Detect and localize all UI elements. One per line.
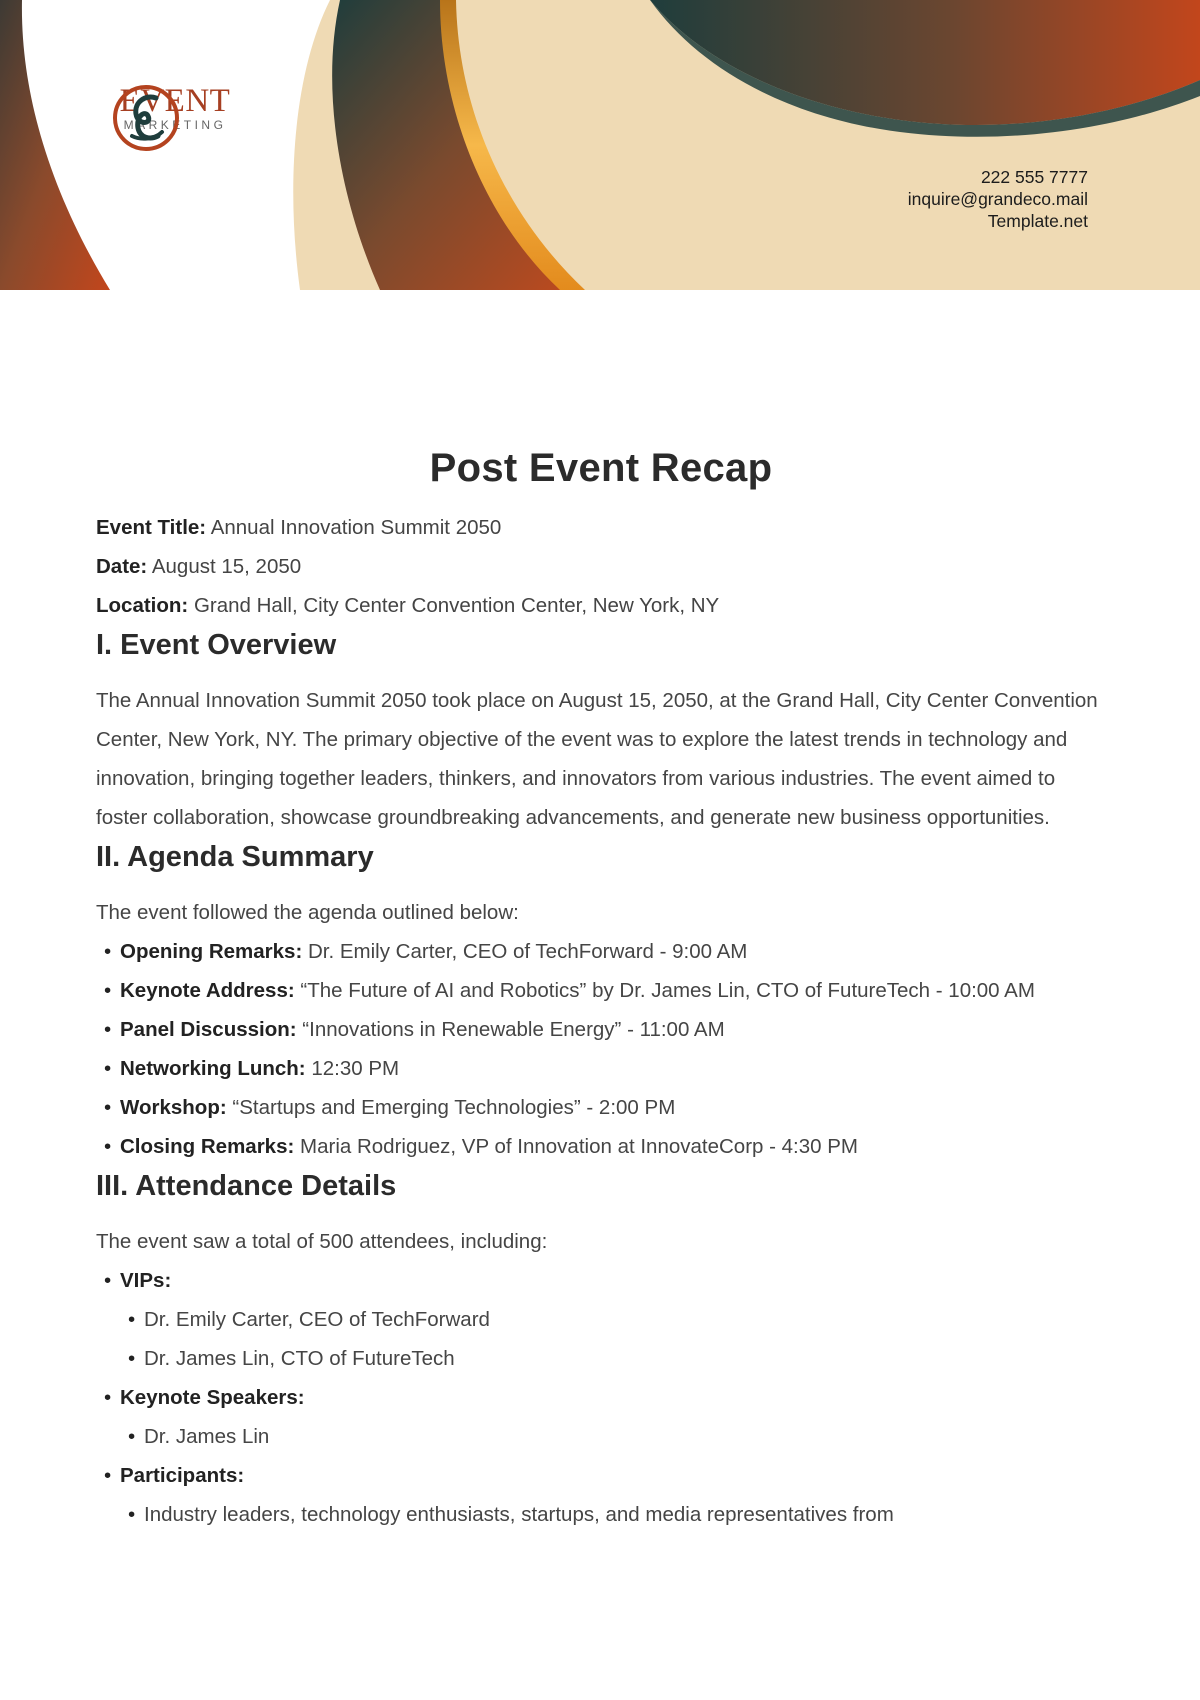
attendance-group-label: Participants: xyxy=(120,1464,245,1487)
meta-value: Annual Innovation Summit 2050 xyxy=(210,516,502,539)
agenda-item-text: “Innovations in Renewable Energy” - 11:00 AM xyxy=(302,1018,725,1041)
attendance-sublist xyxy=(120,1300,1106,1378)
overview-paragraph: The Annual Innovation Summit 2050 took place on August 15, 2050, at the Grand Hall, City Center Convention Center, New York, NY. The primary objective of the event was to explore the latest trends in technology and innovation, bringing together leaders, thinkers, and innovators from various industries. The event aimed to foster collaboration, showcase groundbreaking advancements, and generate new business opportunities. xyxy=(96,689,1098,829)
attendance-intro: The event saw a total of 500 attendees, including: xyxy=(96,1230,548,1253)
contact-phone: 222 555 7777 xyxy=(980,167,1088,187)
header-banner xyxy=(0,0,1200,290)
agenda-intro: The event followed the agenda outlined below: xyxy=(96,901,519,924)
meta-label: Event Title: xyxy=(96,516,207,539)
attendance-group xyxy=(104,1456,1106,1534)
meta-event-title xyxy=(96,508,1106,547)
meta-value: August 15, 2050 xyxy=(151,555,302,578)
attendance-sublist xyxy=(120,1495,1106,1534)
section-heading-overview: I. Event Overview xyxy=(96,629,337,661)
attendance-sublist xyxy=(120,1417,1106,1456)
agenda-item-label: Workshop: xyxy=(120,1096,227,1119)
contact-website[interactable]: Template.net xyxy=(987,211,1088,231)
agenda-item-text: “The Future of AI and Robotics” by Dr. James Lin, CTO of FutureTech - 10:00 AM xyxy=(300,979,1035,1002)
meta-location xyxy=(96,586,1106,625)
agenda-item xyxy=(104,1127,1106,1166)
meta-label: Location: xyxy=(96,594,189,617)
agenda-item-text: 12:30 PM xyxy=(311,1057,400,1080)
brand-logo xyxy=(110,82,240,132)
agenda-list xyxy=(96,932,1106,1166)
attendance-subitem: • Dr. James Lin xyxy=(128,1417,1106,1456)
meta-label: Date: xyxy=(96,555,148,578)
section-heading-attendance: III. Attendance Details xyxy=(96,1170,397,1202)
agenda-item xyxy=(104,971,1106,1010)
section-heading-agenda: II. Agenda Summary xyxy=(96,841,374,873)
agenda-item-text: Dr. Emily Carter, CEO of TechForward - 9:00 AM xyxy=(307,940,748,963)
attendance-group xyxy=(104,1261,1106,1378)
contact-block xyxy=(908,166,1088,232)
agenda-item xyxy=(104,1088,1106,1127)
attendance-group xyxy=(104,1378,1106,1456)
page-title: Post Event Recap xyxy=(429,446,773,490)
attendance-subitem: • Dr. Emily Carter, CEO of TechForward xyxy=(128,1300,1106,1339)
logo-subtitle: MARKETING xyxy=(123,118,227,132)
attendance-group-label: VIPs: xyxy=(120,1269,172,1292)
agenda-item-label: Keynote Address: xyxy=(120,979,295,1002)
meta-value: Grand Hall, City Center Convention Center, New York, NY xyxy=(193,594,720,617)
attendance-group-label: Keynote Speakers: xyxy=(120,1386,305,1409)
attendance-list xyxy=(96,1261,1106,1534)
agenda-item-label: Panel Discussion: xyxy=(120,1018,297,1041)
attendance-subitem: • Industry leaders, technology enthusiasts, startups, and media representatives from xyxy=(128,1495,1106,1534)
logo-wordmark: EVENT xyxy=(119,83,231,119)
agenda-item xyxy=(104,1049,1106,1088)
agenda-item-label: Closing Remarks: xyxy=(120,1135,295,1158)
agenda-item-text: “Startups and Emerging Technologies” - 2:00 PM xyxy=(232,1096,676,1119)
agenda-item xyxy=(104,1010,1106,1049)
event-logo-icon xyxy=(110,82,182,154)
event-meta xyxy=(96,508,1106,625)
meta-date xyxy=(96,547,1106,586)
agenda-item-text: Maria Rodriguez, VP of Innovation at InnovateCorp - 4:30 PM xyxy=(300,1135,858,1158)
contact-email[interactable]: inquire@grandeco.mail xyxy=(907,189,1088,209)
agenda-item-label: Opening Remarks: xyxy=(120,940,303,963)
attendance-subitem: • Dr. James Lin, CTO of FutureTech xyxy=(128,1339,1106,1378)
agenda-item xyxy=(104,932,1106,971)
agenda-item-label: Networking Lunch: xyxy=(120,1057,306,1080)
document-body xyxy=(96,440,1106,1534)
